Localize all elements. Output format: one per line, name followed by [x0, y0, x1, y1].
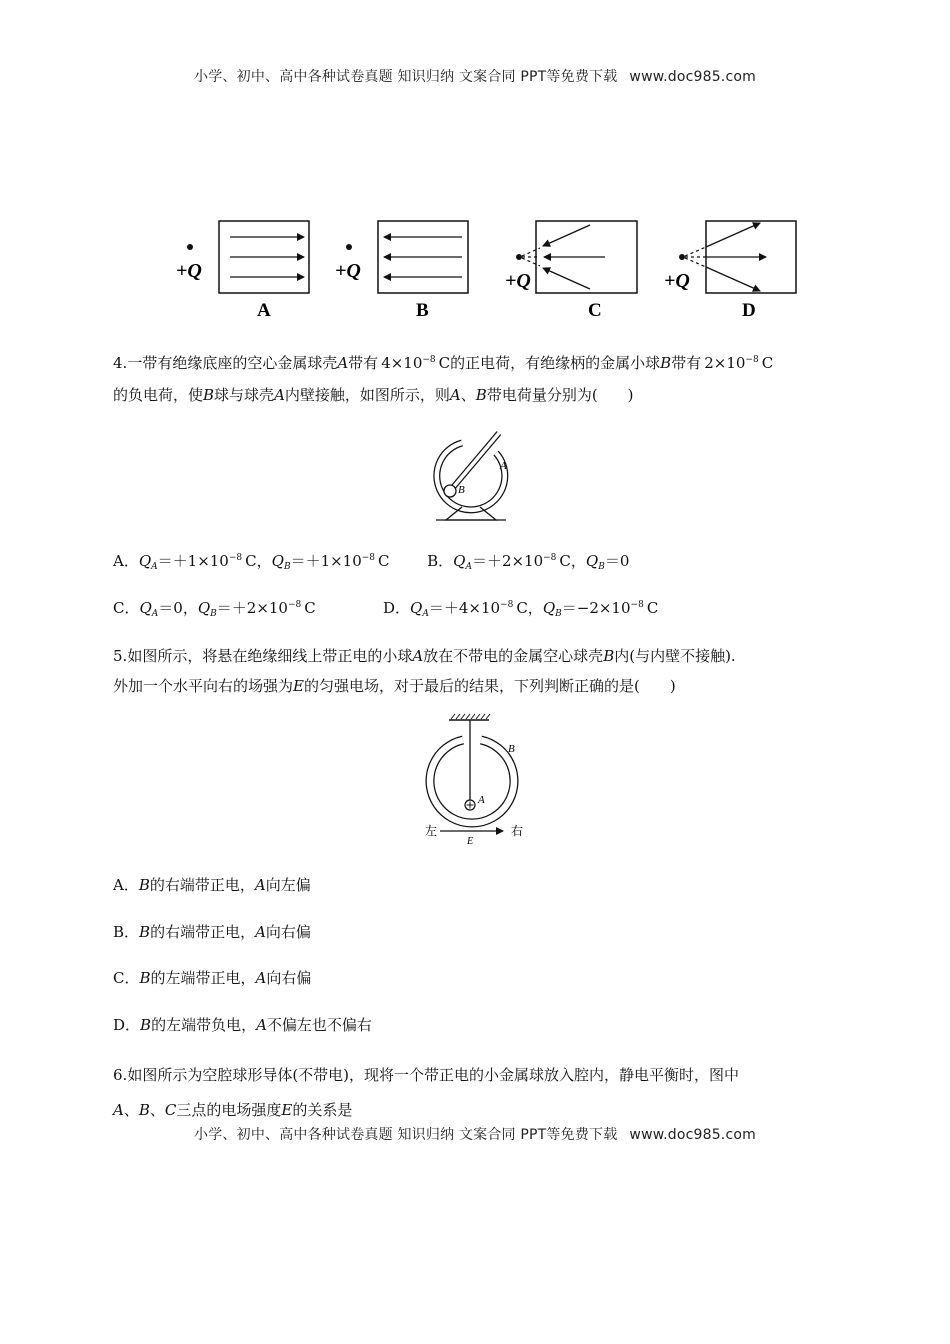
symbol-a: A [255, 969, 267, 987]
footer-url: www.doc985.com [629, 1127, 756, 1143]
charge-label-c: +Q [505, 270, 531, 292]
q5-stem-line2 [113, 675, 676, 696]
stem-text: C的正电荷，有绝缘柄的金属小球 [438, 354, 661, 372]
stem-text: 如图所示，将悬在绝缘细线上带正电的小球 [127, 647, 413, 665]
option-text: 的左端带正电， [150, 969, 256, 987]
label-a: A [478, 794, 485, 806]
stem-text: 带有 [671, 354, 702, 372]
charge-value: 4×10 [381, 354, 423, 372]
stem-text: 外加一个水平向右的场强为 [113, 677, 294, 695]
symbol-q: Q [139, 599, 152, 617]
symbol-b: B [139, 969, 151, 987]
charge-label-b: +Q [335, 260, 361, 282]
option-value: ＝＋1×10 [290, 552, 362, 570]
q4-stem-line1 [113, 352, 773, 373]
option-label: C． [113, 599, 140, 617]
label-right: 右 [511, 824, 524, 838]
label-b: B [458, 484, 465, 496]
panel-b [335, 221, 468, 321]
symbol-q: Q [271, 552, 284, 570]
exponent: −8 [228, 553, 243, 563]
symbol-a: A [255, 923, 266, 941]
symbol-q: Q [542, 599, 556, 617]
q5-option-d[interactable] [113, 1014, 372, 1035]
exponent: −8 [361, 553, 376, 563]
unit: C， [559, 552, 586, 570]
stem-text: 放在不带电的金属空心球壳 [423, 647, 604, 665]
stem-text: 的关系是 [292, 1101, 353, 1119]
option-d[interactable] [383, 599, 658, 617]
field-line-arrow [706, 267, 760, 291]
option-text: 向右偏 [266, 969, 312, 987]
label-b: B [508, 743, 515, 755]
panel-label-d: D [742, 300, 756, 321]
metal-shell-inner [437, 443, 505, 510]
option-value: ＝＋2×10 [471, 552, 544, 570]
option-value: ＝−2×10 [561, 599, 631, 617]
subscript-a: A [151, 562, 158, 572]
subscript-a: A [151, 609, 159, 619]
symbol-e: E [281, 1101, 293, 1119]
symbol-a: A [113, 1101, 124, 1119]
dashed-extension [685, 258, 706, 267]
figure-q4-shell-and-ball [420, 425, 530, 525]
symbol-q: Q [138, 552, 152, 570]
dashed-extension [685, 247, 706, 256]
symbol-b: B [603, 647, 615, 665]
metal-shell-inner [430, 740, 514, 823]
figure-q5-suspended-ball [415, 712, 540, 847]
q6-stem-line2 [113, 1099, 352, 1120]
subscript-b: B [555, 609, 562, 619]
symbol-a: A [412, 647, 424, 665]
exponent: −8 [287, 600, 302, 610]
charge-dot [516, 254, 522, 260]
unit: C [761, 354, 774, 372]
symbol-q: Q [453, 552, 466, 570]
stem-text: 带有 [348, 354, 379, 372]
symbol-a: A [256, 1016, 267, 1034]
subscript-a: A [422, 609, 429, 619]
option-text: 向右偏 [265, 923, 311, 941]
q4-options-row1 [113, 550, 629, 571]
symbol-b: B [475, 386, 487, 404]
field-line-arrow [543, 268, 590, 289]
stem-text: 球与球壳 [214, 386, 275, 404]
subscript-b: B [210, 609, 217, 619]
stem-text: 的匀强电场，对于最后的结果，下列判断正确的是( ) [303, 677, 676, 695]
subscript-b: B [598, 562, 605, 572]
symbol-a: A [274, 386, 285, 404]
symbol-b: B [139, 923, 151, 941]
q4-stem-line2 [113, 384, 634, 405]
subscript-b: B [283, 562, 291, 572]
stem-text: 一带有绝缘底座的空心金属球壳 [127, 354, 338, 372]
option-b[interactable] [427, 552, 629, 570]
figure-q3-field-diagrams [160, 205, 820, 325]
panel-label-a: A [257, 300, 271, 321]
symbol-q: Q [410, 599, 423, 617]
q5-option-a[interactable] [113, 874, 311, 895]
option-a[interactable] [113, 552, 394, 570]
symbol-a: A [449, 386, 461, 404]
panel-label-b: B [416, 300, 429, 321]
field-line-arrow [543, 225, 590, 246]
charge-dot [679, 254, 685, 260]
symbol-q: Q [197, 599, 211, 617]
page-header [0, 66, 950, 86]
q4-options-row2 [113, 597, 316, 618]
q5-stem-line1 [113, 645, 736, 666]
field-line-arrow [706, 223, 760, 247]
dashed-extension [522, 248, 540, 256]
symbol-b: B [660, 354, 672, 372]
panel-label-c: C [588, 300, 602, 321]
option-text: 的右端带正电， [149, 876, 255, 894]
label-left: 左 [425, 824, 438, 838]
symbol-c: C [164, 1101, 177, 1119]
label-a: A [500, 460, 507, 472]
footer-text: 小学、初中、高中各种试卷真题 知识归纳 文案合同 PPT等免费下载 [194, 1127, 618, 1143]
exponent: −8 [543, 553, 557, 563]
option-text: 的左端带负电， [151, 1016, 257, 1034]
question-number: 4. [113, 354, 128, 372]
unit: C [378, 552, 390, 570]
stem-text: 如图所示为空腔球形导体(不带电)，现将一个带正电的小金属球放入腔内，静电平衡时，图中 [127, 1066, 740, 1084]
question-number: 5. [113, 647, 128, 665]
option-value: ＝＋2×10 [216, 599, 288, 617]
option-label: A． [113, 876, 139, 894]
option-value: ＝0， [158, 599, 198, 617]
header-url: www.doc985.com [629, 69, 756, 85]
option-label: B． [427, 552, 454, 570]
charge-value: 2×10 [704, 354, 746, 372]
option-text: 的右端带正电， [150, 923, 256, 941]
stem-text: 内(与内壁不接触). [614, 647, 736, 665]
unit: C [304, 599, 316, 617]
symbol-b: B [140, 1016, 152, 1034]
option-value: ＝0 [604, 552, 630, 570]
q5-option-b[interactable] [113, 921, 311, 942]
exponent: −8 [422, 355, 436, 365]
charge-label-a: +Q [176, 260, 202, 282]
header-text: 小学、初中、高中各种试卷真题 知识归纳 文案合同 PPT等免费下载 [194, 69, 618, 85]
option-value: ＝＋1×10 [157, 552, 229, 570]
stem-text: 三点的电场强度 [176, 1101, 282, 1119]
symbol-a: A [337, 354, 349, 372]
unit: C [646, 599, 659, 617]
symbol-b: B [203, 386, 215, 404]
charge-dot [346, 244, 352, 250]
option-label: B． [113, 923, 140, 941]
symbol-b: B [138, 876, 150, 894]
small-ball-b [444, 485, 456, 497]
page-footer [0, 1124, 950, 1144]
charge-label-d: +Q [664, 270, 690, 292]
stem-text: 内壁接触，如图所示，则 [284, 386, 450, 404]
symbol-q: Q [585, 552, 599, 570]
label-e: E [467, 836, 474, 847]
ceiling-hatch [451, 714, 490, 719]
option-text: 不偏左也不偏右 [266, 1016, 372, 1034]
symbol-b: B [138, 1101, 150, 1119]
q5-option-c[interactable] [113, 967, 311, 988]
option-label: C． [113, 969, 140, 987]
symbol-a: A [254, 876, 266, 894]
separator: 、 [123, 1101, 139, 1119]
separator: 、 [149, 1101, 165, 1119]
q6-stem-line1 [113, 1064, 739, 1085]
symbol-e: E [293, 677, 304, 695]
charge-dot [187, 244, 193, 250]
option-label: D． [383, 599, 411, 617]
unit: C， [516, 599, 543, 617]
panel-a [176, 221, 309, 321]
question-number: 6. [113, 1066, 128, 1084]
option-c[interactable] [113, 599, 316, 617]
q4-option-d-wrap [383, 597, 658, 618]
option-text: 向左偏 [265, 876, 311, 894]
exponent: −8 [745, 355, 759, 365]
option-label: D． [113, 1016, 141, 1034]
exponent: −8 [630, 600, 644, 610]
unit: C， [245, 552, 272, 570]
panel-d [664, 221, 796, 321]
option-value: ＝＋4×10 [428, 599, 501, 617]
dashed-extension [522, 258, 540, 266]
stem-text: 的负电荷，使 [113, 386, 204, 404]
stem-text: 、 [460, 386, 476, 404]
subscript-a: A [465, 562, 472, 572]
panel-c [505, 221, 637, 321]
stem-text: 带电荷量分别为( ) [486, 386, 634, 404]
option-label: A． [113, 552, 139, 570]
exponent: −8 [500, 600, 514, 610]
